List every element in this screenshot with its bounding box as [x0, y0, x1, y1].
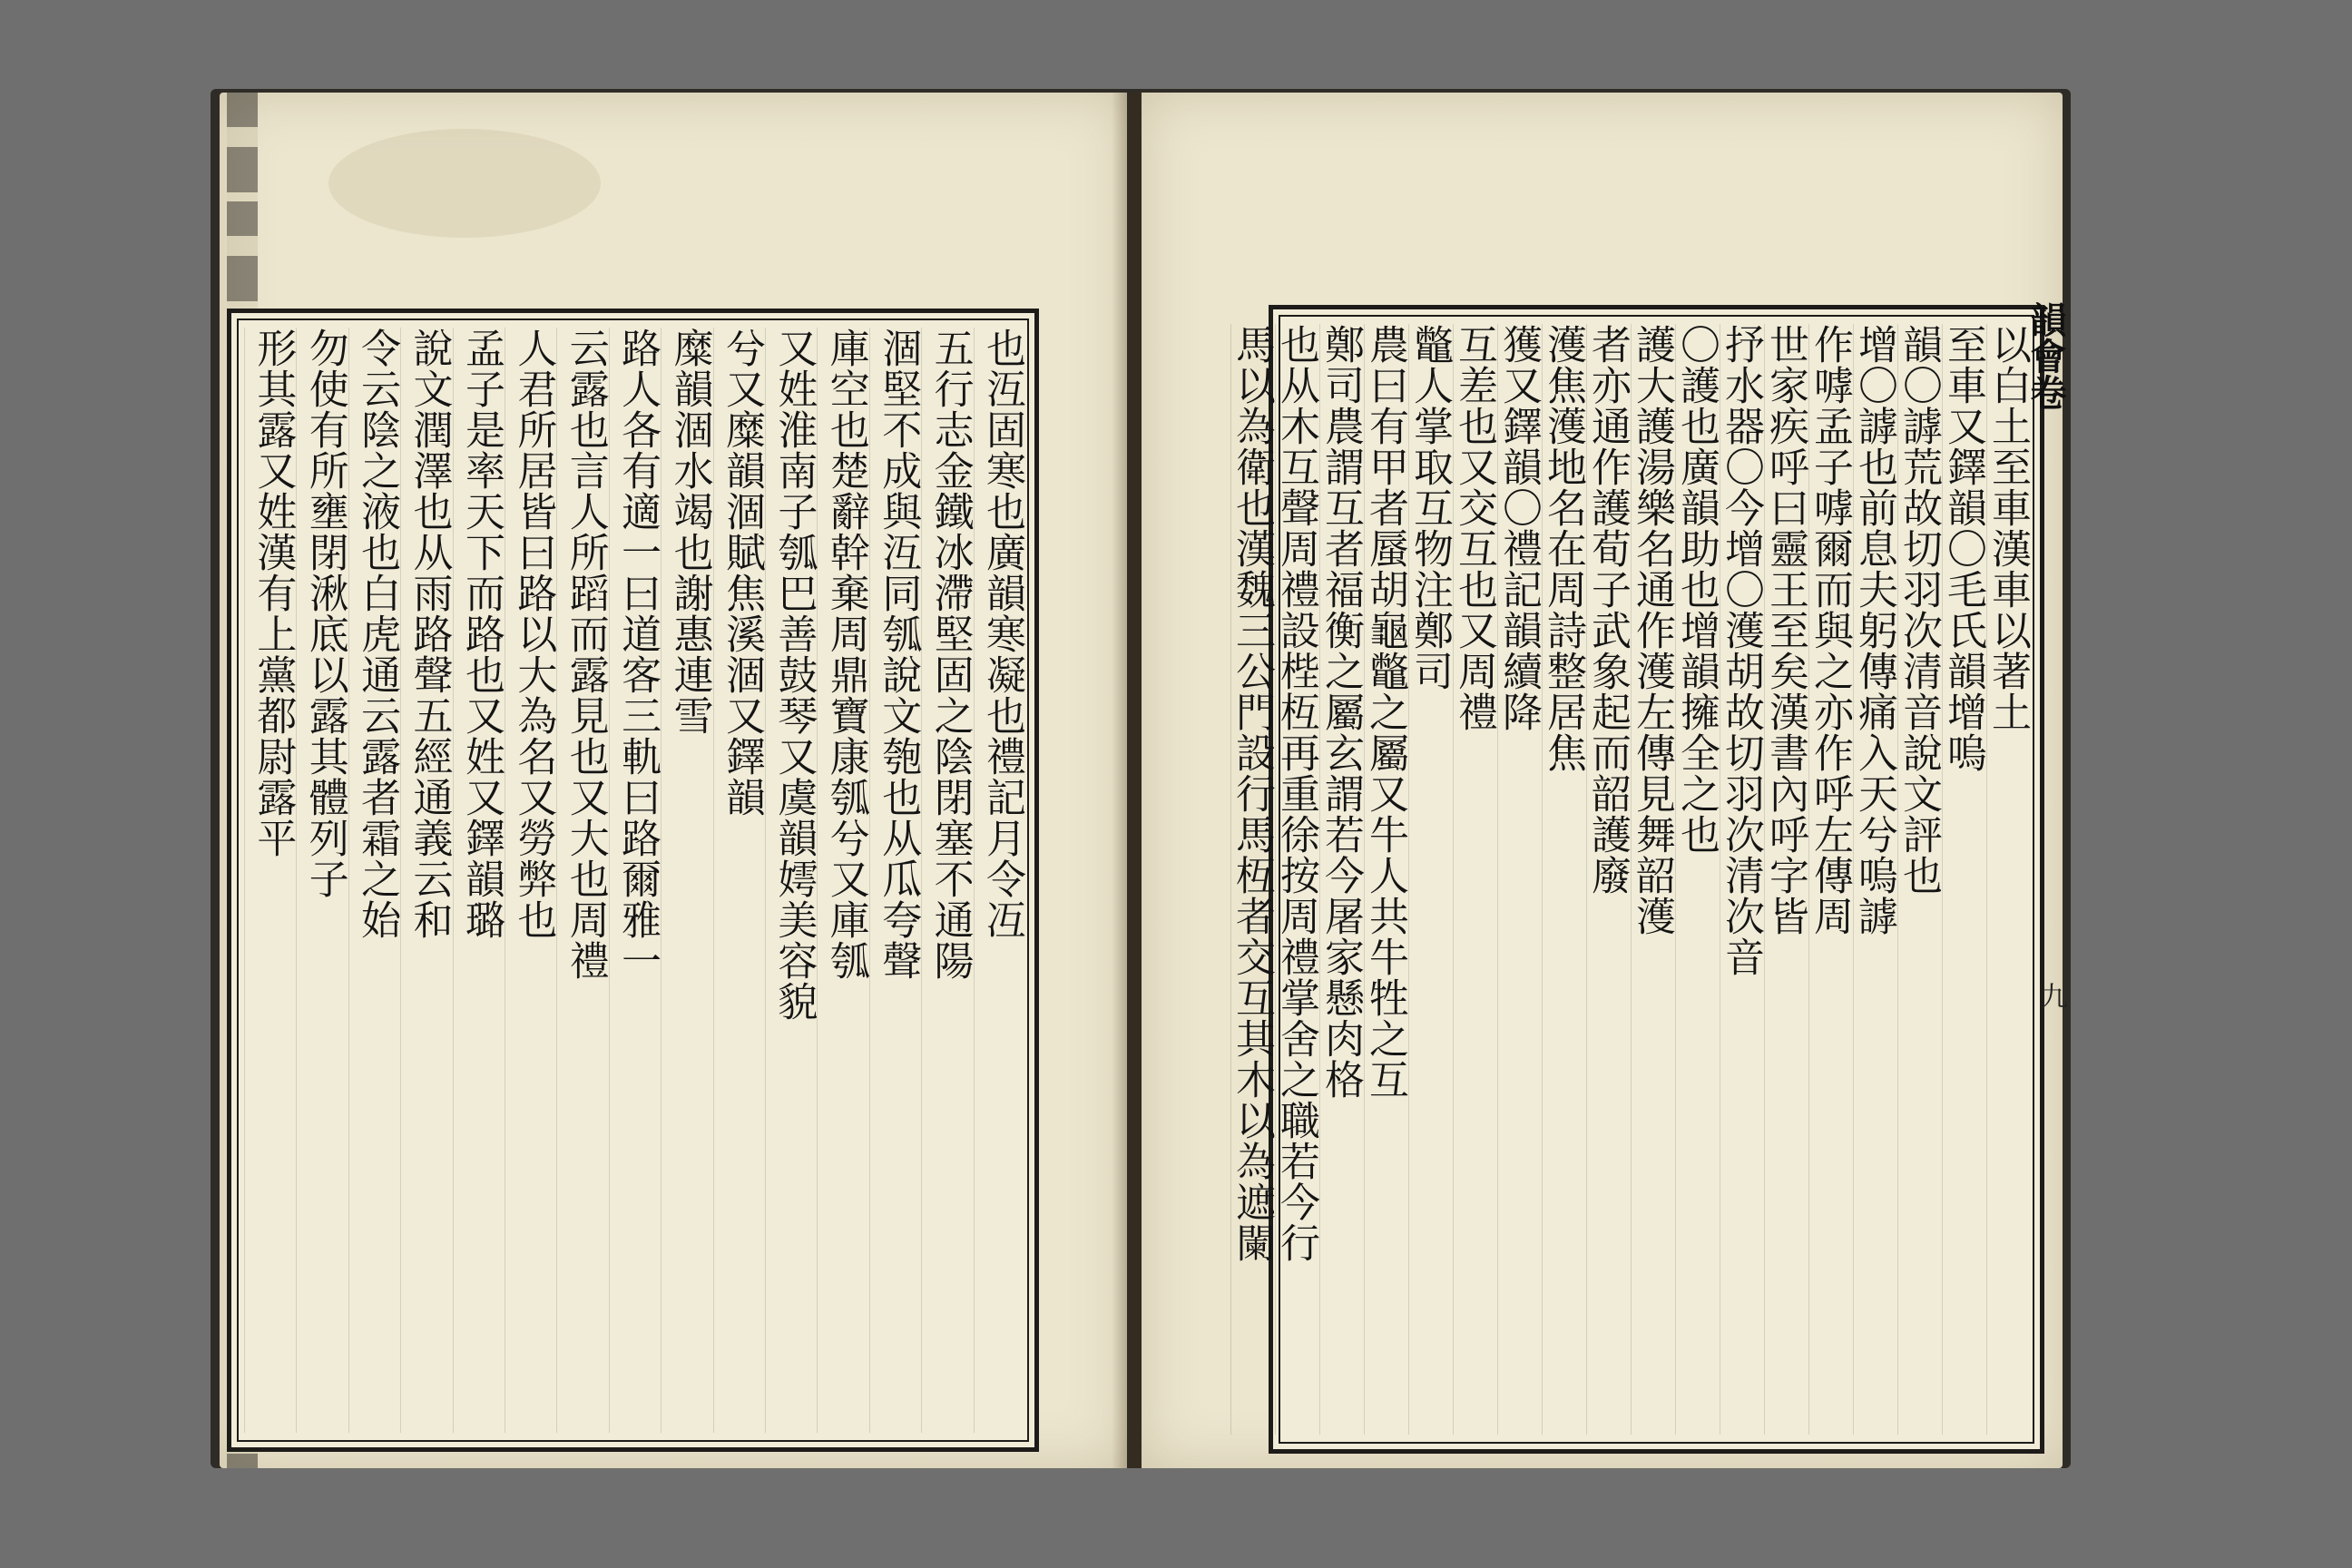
text-column: 作嘑孟子嘑爾而與之亦作呼左傳周	[1808, 324, 1849, 1435]
text-column: 抒水器〇今增〇濩胡故切羽次清次音	[1720, 324, 1760, 1435]
left-page	[220, 93, 1127, 1468]
text-column: 增〇謼也前息夫躬傳痛入天兮嗚謼	[1853, 324, 1894, 1435]
text-column: 勿使有所壅閉湫底以露其體列子	[296, 328, 344, 1433]
text-column: 孟子是率天下而路也又姓又鐸韻璐	[453, 328, 501, 1433]
text-column: 涸堅不成與沍同瓠說文匏也从瓜夸聲	[869, 328, 917, 1433]
text-column: 兮又糜韻涸賦焦溪涸又鐸韻	[713, 328, 761, 1433]
page-head-label: 韻會卷	[2024, 301, 2067, 410]
left-text-frame	[227, 309, 1039, 1452]
text-column: 〇護也廣韻助也增韻擁全之也	[1675, 324, 1716, 1435]
text-column: 庫空也楚辭幹棄周鼎寶康瓠兮又庫瓠	[817, 328, 865, 1433]
text-column: 鼈人掌取互物注鄭司	[1408, 324, 1449, 1435]
left-text-columns	[244, 328, 1025, 1433]
text-column: 也沍固寒也廣韻寒凝也禮記月令冱	[974, 328, 1022, 1433]
text-column: 馬以為衛也漢魏三公門設行馬枑者交互其木以為遮闌	[1230, 324, 1271, 1435]
text-column: 世家疾呼曰靈王至矣漢書內呼字皆	[1764, 324, 1805, 1435]
text-column: 糜韻涸水竭也謝惠連雪	[661, 328, 709, 1433]
text-column: 濩焦濩地名在周詩整居焦	[1542, 324, 1583, 1435]
paper-stain	[328, 129, 601, 238]
text-column: 至車又鐸韻〇毛氏韻增嗚	[1942, 324, 1983, 1435]
folio-number: 九	[2035, 982, 2067, 1009]
text-column: 互差也又交互也又周禮	[1453, 324, 1494, 1435]
text-column: 人君所居皆曰路以大為名又勞弊也	[505, 328, 553, 1433]
right-text-frame	[1229, 305, 2044, 1454]
text-column: 說文潤澤也从雨路聲五經通義云和	[400, 328, 448, 1433]
text-column: 農曰有甲者蜃胡龜鼈之屬又牛人共牛牲之互	[1364, 324, 1405, 1435]
text-column: 韻〇謼荒故切羽次清音說文評也	[1897, 324, 1938, 1435]
text-column: 形其露又姓漢有上黨都尉露平	[244, 328, 292, 1433]
text-column: 云露也言人所蹈而露見也又大也周禮	[556, 328, 604, 1433]
right-text-columns	[1229, 324, 2031, 1435]
text-column: 也从木互聲周禮設梐枑再重徐按周禮掌舍之職若今行	[1275, 324, 1316, 1435]
text-column: 又姓淮南子瓠巴善鼓琴又虞韻嫮美容貌	[765, 328, 813, 1433]
text-column: 令云陰之液也白虎通云露者霜之始	[348, 328, 397, 1433]
text-column: 以白土至車漢車以著土	[1986, 324, 2027, 1435]
right-page	[1142, 93, 2067, 1468]
text-column: 五行志金鐵冰滯堅固之陰閉塞不通陽	[921, 328, 969, 1433]
text-column: 路人各有適一曰道客三軌曰路爾雅一	[609, 328, 657, 1433]
text-column: 鄭司農謂互者福衡之屬玄謂若今屠家懸肉格	[1319, 324, 1360, 1435]
text-column: 者亦通作護荀子武象起而韶護廢	[1586, 324, 1627, 1435]
text-column: 護大護湯樂名通作濩左傳見舞韶濩	[1631, 324, 1671, 1435]
text-column: 獲又鐸韻〇禮記韻續降	[1497, 324, 1538, 1435]
